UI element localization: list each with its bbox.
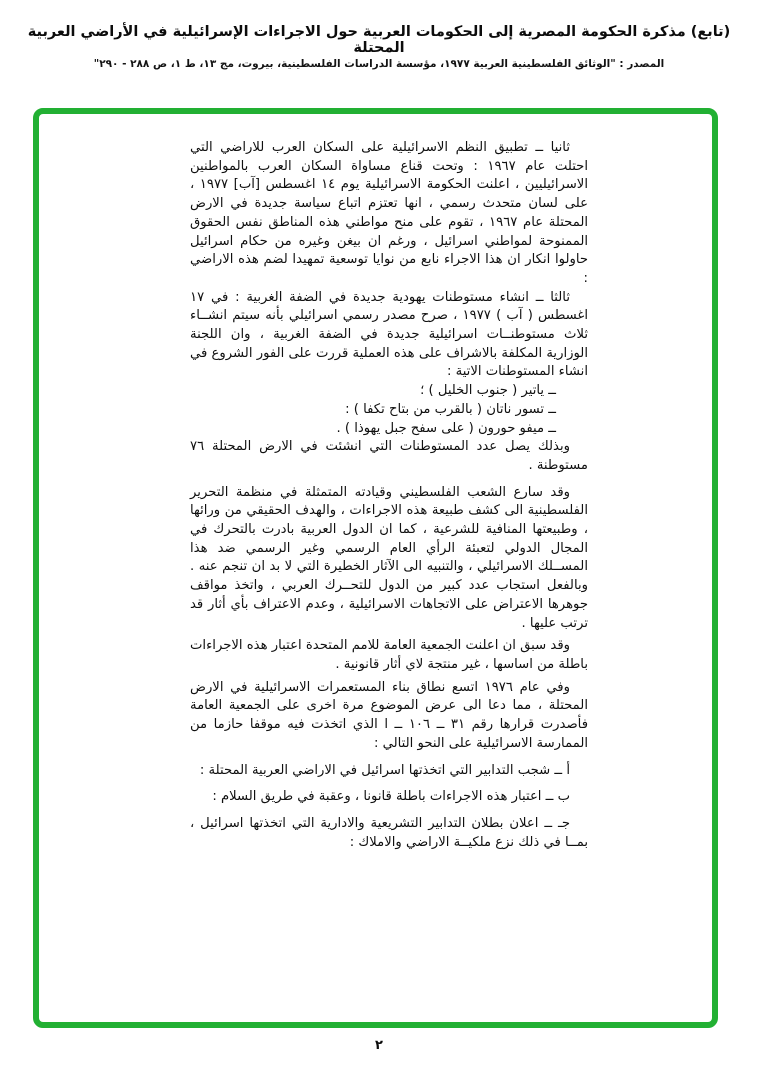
- paragraph-clause-c: جـ ــ اعلان بطلان التدابير التشريعية والادارية التي اتخذتها اسرائيل ، بمــا في ذلك نزع ملكيــة الاراضي والاملاك :: [190, 815, 588, 850]
- paragraph-clause-b: ب ــ اعتبار هذه الاجراءات باطلة قانونا ، وعقبة في طريق السلام :: [212, 789, 570, 805]
- paragraph-clause-a: أ ــ شجب التدابير التي اتخذتها اسرائيل في الاراضي العربية المحتلة :: [199, 762, 570, 778]
- paragraph-settlement-count: وبذلك يصل عدد المستوطنات التي انشئت في الارض المحتلة ٧٦ مستوطنة .: [190, 439, 588, 473]
- paragraph-plo-response: وقد سارع الشعب الفلسطيني وقيادته المتمثلة في منظمة التحرير الفلسطينية الى كشف طبيعة هذه الاجراءات ، والهدف الحقيقي من ورائها ، وطبيعتها المنافية للشرعية ، كما ان الدول العربية بادرت بالتحرك في المجال الدولي لتعبئة الرأي العام الرسمي وغير الرسمي ضد هذا المســلك الاسرائيلي ، والتنبيه الى الآثار الخطيرة التي لا بد ان تنجم عنه . وبالفعل استجاب عدد كبير من الدول للتحــرك العربي ، واتخذ مواقف جوهرها الاعتراض على الاتجاهات الاسرائيلية ، وعدم الاعتراف بأي أثار قد ترتب عليها .: [190, 484, 588, 631]
- source-citation: المصدر : "الوثائق الفلسطينية العربية ١٩٧٧، مؤسسة الدراسات الفلسطينية، بيروت، مج ١٣، ط ١، ص ٢٨٨ - ٢٩٠": [93, 58, 665, 70]
- body-text-column: [190, 139, 588, 852]
- settlement-list-item-yatir: ــ ياتير ( جنوب الخليل ) ؛: [420, 383, 556, 399]
- settlement-list-item-mevo-horon: ــ ميفو حورون ( على سفح جبل يهوذا ) .: [336, 420, 556, 436]
- paragraph-1976-resolution: وفي عام ١٩٧٦ اتسع نطاق بناء المستعمرات الاسرائيلية في الارض المحتلة ، مما دعا الى عرض الموضوع مرة اخرى على الجمعية العامة فأصدرت قرارها رقم ٣١ ــ ١٠٦ ــ ا الذي اتخذت فيه موقفا حازما من الممارسة الاسرائيلية على النحو التالي :: [190, 679, 588, 751]
- document-title: (تابع) مذكرة الحكومة المصرية إلى الحكومات العربية حول الاجراءات الإسرائيلية في الأراضي العربية المحتلة: [27, 24, 731, 56]
- paragraph-third-item: ثالثا ــ انشاء مستوطنات يهودية جديدة في الضفة الغربية : في ١٧ اغسطس ( آب ) ١٩٧٧ ، صرح مصدر رسمي اسرائيلي بأنه سيتم انشــاء ثلاث مستوطنــات اسرائيلية جديدة في الضفة الغربية ، وان اللجنة الوزارية المكلفة بالاشراف على هذه العملية قررت على الفور الشروع في انشاء المستوطنات الاتية :: [190, 289, 588, 380]
- settlement-list-item-tsur-natan: ــ تسور ناتان ( بالقرب من بتاح تكفا ) :: [345, 401, 556, 417]
- paragraph-second-item: ثانيا ــ تطبيق النظم الاسرائيلية على السكان العرب للاراضي التي احتلت عام ١٩٦٧ : وتحت قناع مساواة السكان العرب بالمواطنين الاسرائيليين ، اعلنت الحكومة الاسرائيلية يوم ١٤ اغسطس [آب] ١٩٧٧ ، على لسان متحدث رسمي ، انها تعتزم اتباع سياسة جديدة في الارض المحتلة عام ١٩٦٧ ، تقوم على منح مواطني هذه المناطق نفس الحقوق الممنوحة لمواطني اسرائيل ، ورغم ان بيغن وغيره من حكام اسرائيل حاولوا انكار ان هذا الاجراء نابع من نوايا توسعية تمهيدا لضم هذه الاراضي :: [190, 140, 589, 286]
- page-number: ٢: [375, 1038, 383, 1053]
- paragraph-un-assembly-prior: وقد سبق ان اعلنت الجمعية العامة للامم المتحدة اعتبار هذه الاجراءات باطلة من اساسها ، غير منتجة لاي أثار قانونية .: [190, 638, 588, 672]
